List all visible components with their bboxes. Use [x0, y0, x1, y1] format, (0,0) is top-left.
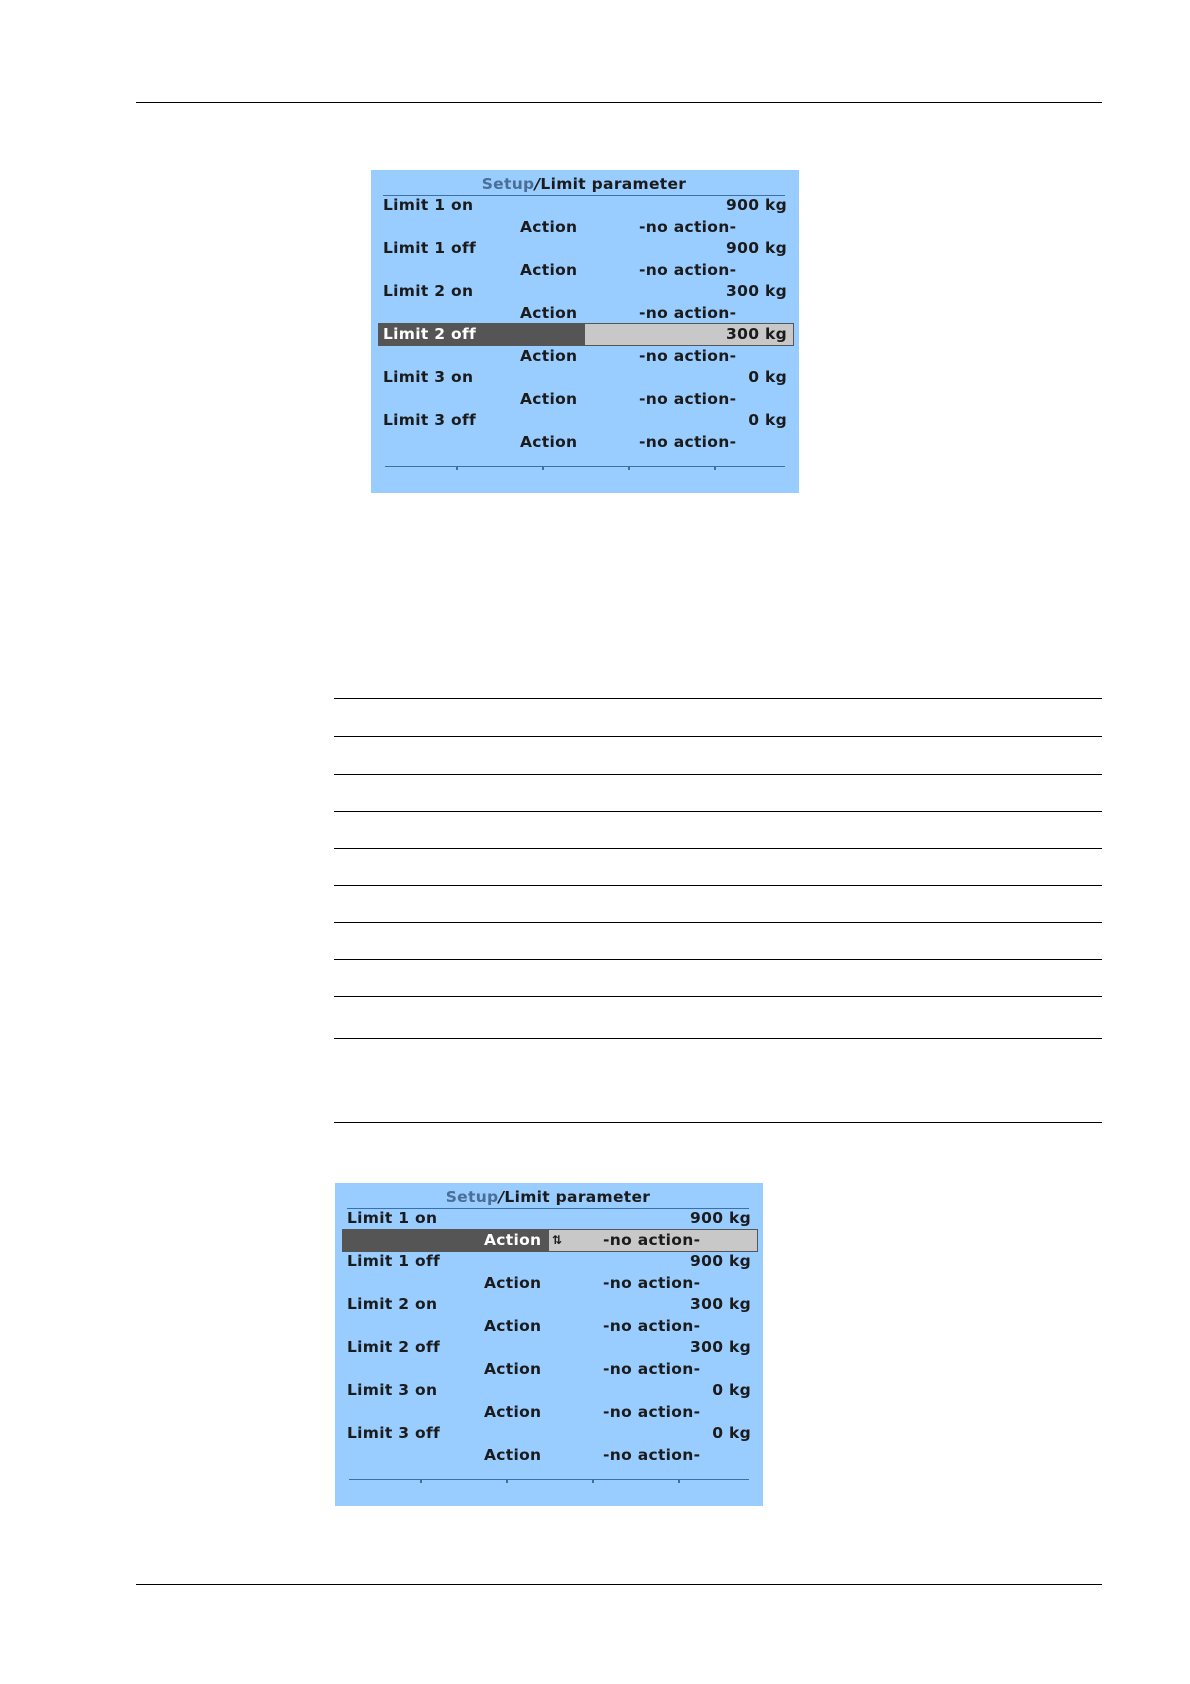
- limit-value: 0 kg: [748, 368, 787, 386]
- page-title: Limit parameter: [504, 1188, 651, 1206]
- action-row[interactable]: [379, 303, 793, 324]
- breadcrumb-setup[interactable]: Setup: [481, 175, 535, 193]
- limit-label: Limit 1 on: [347, 1209, 438, 1227]
- action-row[interactable]: [343, 1445, 757, 1466]
- limit-row[interactable]: [379, 324, 793, 345]
- action-row[interactable]: [343, 1273, 757, 1294]
- action-value: -no action-: [603, 1273, 701, 1292]
- action-row[interactable]: [343, 1316, 757, 1337]
- footer-rule: [136, 1584, 1102, 1585]
- action-value: -no action-: [639, 432, 737, 451]
- limit-value: 900 kg: [690, 1209, 751, 1227]
- limit-label: Limit 3 off: [383, 411, 477, 429]
- action-label: Action: [484, 1445, 542, 1464]
- softkey-tick: [678, 1479, 680, 1483]
- limit-label: Limit 3 off: [347, 1424, 441, 1442]
- limit-label: Limit 3 on: [347, 1381, 438, 1399]
- action-value: -no action-: [603, 1359, 701, 1378]
- breadcrumb-setup[interactable]: Setup: [445, 1188, 499, 1206]
- action-label: Action: [520, 303, 578, 322]
- softkey-bar: [385, 466, 785, 467]
- action-row[interactable]: [379, 260, 793, 281]
- limit-row[interactable]: [379, 367, 793, 388]
- limit-value: 900 kg: [726, 196, 787, 214]
- action-value: -no action-: [639, 346, 737, 365]
- table-rule: [334, 774, 1102, 775]
- action-value: -no action-: [603, 1402, 701, 1421]
- table-rule: [334, 959, 1102, 960]
- action-value: -no action-: [639, 389, 737, 408]
- table-rule: [334, 1038, 1102, 1039]
- softkey-tick: [714, 466, 716, 470]
- limit-value: 300 kg: [690, 1338, 751, 1356]
- action-label: Action: [520, 432, 578, 451]
- action-label: Action: [484, 1273, 542, 1292]
- table-rule: [334, 848, 1102, 849]
- limit-row[interactable]: [343, 1294, 757, 1315]
- limit-parameter-screen-2: [335, 1183, 763, 1506]
- action-label: Action: [520, 260, 578, 279]
- action-label: Action: [484, 1402, 542, 1421]
- softkey-tick: [456, 466, 458, 470]
- softkey-tick: [628, 466, 630, 470]
- screen-title: [383, 173, 785, 196]
- action-row[interactable]: [343, 1230, 757, 1251]
- action-row[interactable]: [343, 1359, 757, 1380]
- limit-label: Limit 2 off: [347, 1338, 441, 1356]
- action-row[interactable]: [379, 389, 793, 410]
- limit-row[interactable]: [379, 195, 793, 216]
- page-title: Limit parameter: [540, 175, 687, 193]
- limit-value: 300 kg: [726, 282, 787, 300]
- action-label: Action: [484, 1359, 542, 1378]
- screen-title: [347, 1186, 749, 1209]
- softkey-bar: [349, 1479, 749, 1480]
- action-row[interactable]: [343, 1402, 757, 1423]
- limit-row[interactable]: [379, 238, 793, 259]
- action-value: -no action-: [639, 217, 737, 236]
- softkey-tick: [592, 1479, 594, 1483]
- up-down-arrows-icon: ⇅: [552, 1232, 563, 1247]
- action-row[interactable]: [379, 346, 793, 367]
- action-label: Action: [484, 1230, 542, 1249]
- limit-row[interactable]: [343, 1208, 757, 1229]
- limit-label: Limit 3 on: [383, 368, 474, 386]
- limit-label: Limit 1 on: [383, 196, 474, 214]
- header-rule: [136, 102, 1102, 103]
- limit-row[interactable]: [343, 1251, 757, 1272]
- limit-label: Limit 2 on: [347, 1295, 438, 1313]
- table-rule: [334, 811, 1102, 812]
- table-rule: [334, 736, 1102, 737]
- table-rule: [334, 885, 1102, 886]
- limit-row[interactable]: [343, 1337, 757, 1358]
- action-label: Action: [484, 1316, 542, 1335]
- limit-value: 300 kg: [690, 1295, 751, 1313]
- limit-value: 0 kg: [712, 1381, 751, 1399]
- limit-row[interactable]: [343, 1423, 757, 1444]
- table-rule: [334, 922, 1102, 923]
- action-value: -no action-: [603, 1445, 701, 1464]
- action-value: -no action-: [639, 260, 737, 279]
- action-label: Action: [520, 389, 578, 408]
- action-value: -no action-: [603, 1316, 701, 1335]
- action-value: -no action-: [639, 303, 737, 322]
- breadcrumb-separator: /: [498, 1188, 505, 1206]
- softkey-tick: [420, 1479, 422, 1483]
- softkey-tick: [542, 466, 544, 470]
- action-label: Action: [520, 346, 578, 365]
- limit-label: Limit 2 on: [383, 282, 474, 300]
- action-row[interactable]: [379, 432, 793, 453]
- limit-value: 900 kg: [726, 239, 787, 257]
- limit-value: 0 kg: [748, 411, 787, 429]
- limit-row[interactable]: [343, 1380, 757, 1401]
- limit-value: 300 kg: [726, 325, 787, 343]
- action-label: Action: [520, 217, 578, 236]
- limit-label: Limit 2 off: [383, 325, 477, 343]
- table-rule: [334, 1122, 1102, 1123]
- limit-value: 900 kg: [690, 1252, 751, 1270]
- breadcrumb-separator: /: [534, 175, 541, 193]
- table-rule: [334, 996, 1102, 997]
- limit-parameter-screen-1: [371, 170, 799, 493]
- limit-value: 0 kg: [712, 1424, 751, 1442]
- action-value: -no action-: [603, 1230, 701, 1249]
- limit-label: Limit 1 off: [347, 1252, 441, 1270]
- table-rule: [334, 698, 1102, 699]
- limit-row[interactable]: [379, 410, 793, 431]
- action-row[interactable]: [379, 217, 793, 238]
- limit-label: Limit 1 off: [383, 239, 477, 257]
- softkey-tick: [506, 1479, 508, 1483]
- limit-row[interactable]: [379, 281, 793, 302]
